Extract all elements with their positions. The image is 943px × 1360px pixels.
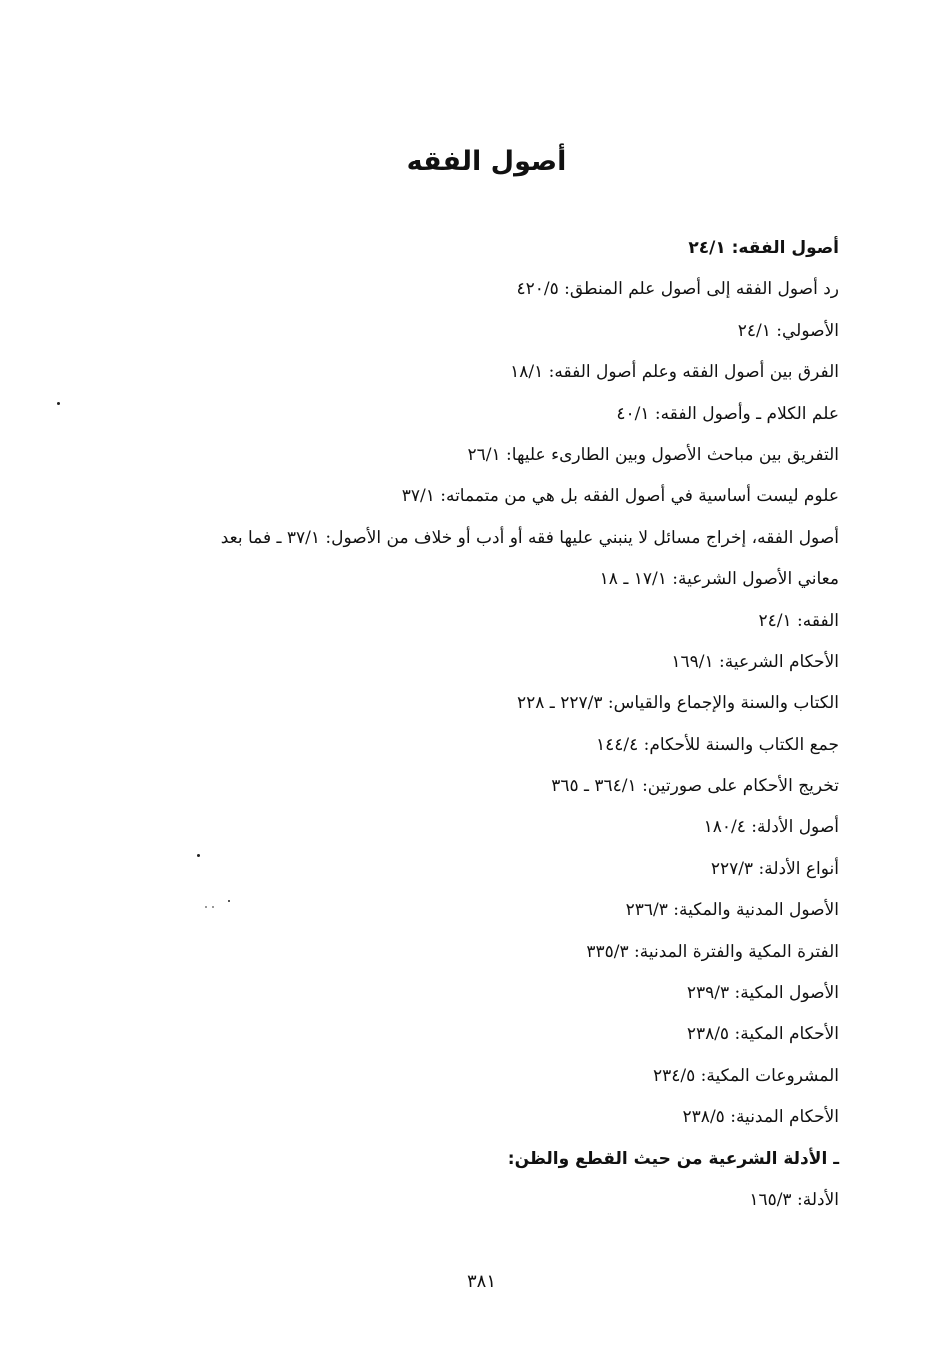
index-entry: الفقه: ٢٤/١ bbox=[758, 610, 839, 631]
index-entry: علم الكلام ـ وأصول الفقه: ٤٠/١ bbox=[616, 403, 839, 424]
index-entry: الكتاب والسنة والإجماع والقياس: ٢٢٧/٣ ـ ٢٢٨ bbox=[517, 693, 839, 714]
index-heading: ـ الأدلة الشرعية من حيث القطع والظن: bbox=[507, 1148, 839, 1169]
index-heading: أصول الفقه: ٢٤/١ bbox=[688, 238, 839, 258]
index-entry: أصول الأدلة: ١٨٠/٤ bbox=[703, 817, 839, 838]
index-entry: معاني الأصول الشرعية: ١٧/١ ـ ١٨ bbox=[599, 569, 839, 590]
index-entry: الأصولي: ٢٤/١ bbox=[737, 320, 839, 341]
index-entry: الأحكام المدنية: ٢٣٨/٥ bbox=[682, 1107, 839, 1128]
scan-speck bbox=[197, 854, 200, 857]
index-entry: الأدلة: ١٦٥/٣ bbox=[749, 1189, 839, 1210]
scan-speck bbox=[228, 900, 230, 902]
index-entry: أنواع الأدلة: ٢٢٧/٣ bbox=[710, 858, 839, 879]
index-entry: الأحكام الشرعية: ١٦٩/١ bbox=[671, 651, 839, 672]
index-entry: تخريج الأحكام على صورتين: ٣٦٤/١ ـ ٣٦٥ bbox=[551, 776, 839, 797]
scan-speck bbox=[205, 906, 207, 908]
index-entry: المشروعات المكية: ٢٣٤/٥ bbox=[653, 1065, 839, 1086]
index-entry: الفترة المكية والفترة المدنية: ٣٣٥/٣ bbox=[586, 941, 839, 962]
index-entry: الفرق بين أصول الفقه وعلم أصول الفقه: ١٨/١ bbox=[510, 362, 839, 383]
index-entry: الأصول المكية: ٢٣٩/٣ bbox=[686, 983, 839, 1004]
index-entry: جمع الكتاب والسنة للأحكام: ١٤٤/٤ bbox=[595, 734, 839, 755]
index-entries bbox=[139, 228, 839, 1221]
index-entry: رد أصول الفقه إلى أصول علم المنطق: ٤٢٠/٥ bbox=[516, 279, 839, 300]
page-title: أصول الفقه bbox=[406, 146, 567, 177]
index-entry: علوم ليست أساسية في أصول الفقه بل هي من متمماته: ٣٧/١ bbox=[401, 486, 839, 507]
scan-speck bbox=[57, 402, 60, 405]
index-entry: الأصول المدنية والمكية: ٢٣٦/٣ bbox=[625, 900, 839, 921]
scan-speck bbox=[212, 906, 214, 908]
index-entry: التفريق بين مباحث الأصول وبين الطارىء عليها: ٢٦/١ bbox=[467, 444, 839, 465]
index-entry: الأحكام المكية: ٢٣٨/٥ bbox=[686, 1024, 839, 1045]
page-number: ٣٨١ bbox=[466, 1271, 496, 1292]
index-entry: أصول الفقه، إخراج مسائل لا ينبني عليها فقه أو أدب أو خلاف من الأصول: ٣٧/١ ـ فما بعد bbox=[220, 527, 839, 548]
